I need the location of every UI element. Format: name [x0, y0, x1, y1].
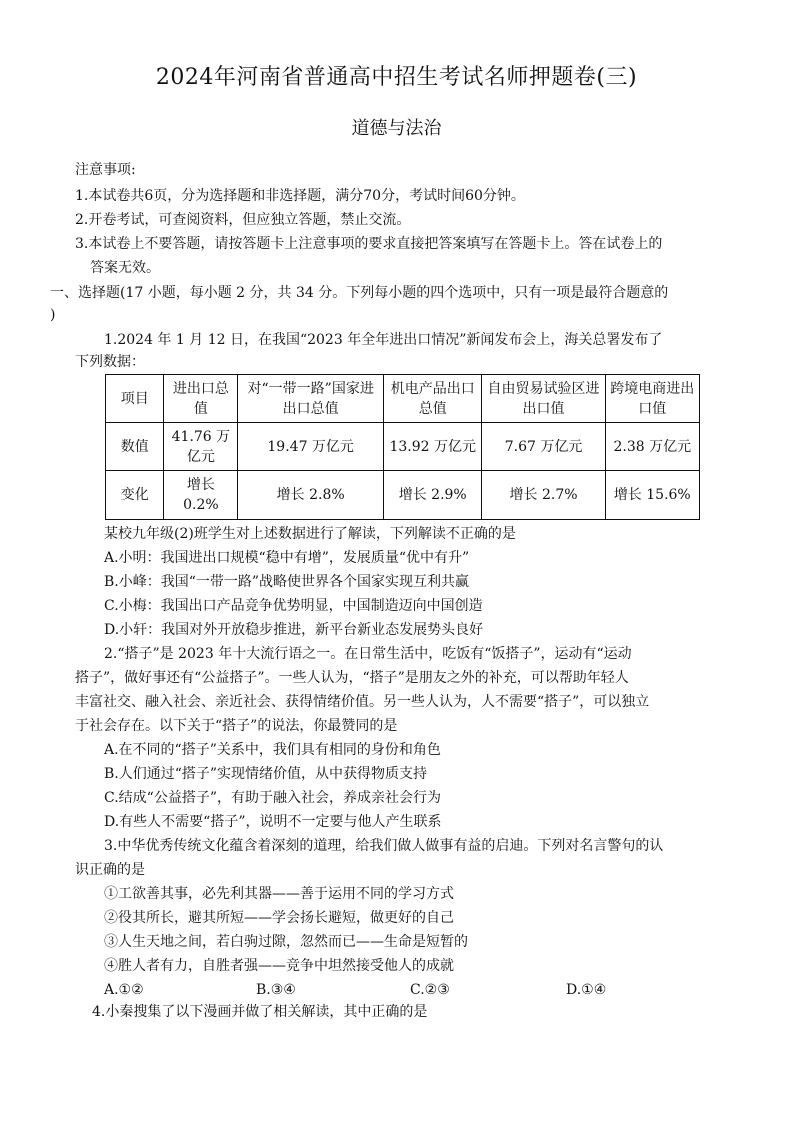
table-cell: 增长 15.6% [605, 471, 699, 520]
question-2-option-c: C.结成“公益搭子”，有助于融入社会，养成亲社会行为 [104, 790, 441, 806]
table-header-cell: 对“一带一路”国家进出口总值 [238, 375, 384, 423]
table-cell: 增长 2.9% [384, 471, 482, 520]
question-3-choice-b: B.③④ [256, 982, 296, 998]
table-cell: 2.38 万亿元 [605, 423, 699, 471]
question-1-stem: 1.2024 年 1 月 12 日，在我国“2023 年全年进出口情况”新闻发布会上，海关总署发布了 [104, 332, 663, 348]
note-item: 答案无效。 [90, 260, 160, 276]
table-cell: 增长 0.2% [164, 471, 238, 520]
question-1-option-a: A.小明：我国进出口规模“稳中有增”，发展质量“优中有升” [104, 550, 470, 566]
question-1-option-b: B.小峰：我国“一带一路”战略使世界各个国家实现互利共赢 [104, 574, 470, 590]
notes-heading: 注意事项: [75, 162, 136, 178]
question-2-option-b: B.人们通过“搭子”实现情绪价值，从中获得物质支持 [104, 766, 428, 782]
table-header-cell: 进出口总值 [164, 375, 238, 423]
question-2-stem: 于社会存在。以下关于“搭子”的说法，你最赞同的是 [75, 718, 398, 734]
table-cell: 41.76 万亿元 [164, 423, 238, 471]
note-item: 3.本试卷上不要答题，请按答题卡上注意事项的要求直接把答案填写在答题卡上。答在试卷上的 [75, 236, 663, 252]
question-2-option-d: D.有些人不需要“搭子”，说明不一定要与他人产生联系 [104, 814, 442, 830]
question-1-option-c: C.小梅：我国出口产品竞争优势明显，中国制造迈向中国创造 [104, 598, 483, 614]
note-item: 2.开卷考试，可查阅资料，但应独立答题，禁止交流。 [75, 212, 411, 228]
question-3-choice-d: D.①④ [566, 982, 607, 998]
question-3-statement: ①工欲善其事，必先利其器——善于运用不同的学习方式 [104, 886, 454, 902]
question-4-stem: 4.小秦搜集了以下漫画并做了相关解读，其中正确的是 [92, 1004, 428, 1020]
question-3-choice-c: C.②③ [410, 982, 450, 998]
table-row [106, 423, 700, 471]
table-cell: 增长 2.8% [238, 471, 384, 520]
subject-title: 道德与法治 [351, 118, 442, 139]
table-row [106, 471, 700, 520]
question-3-stem: 3.中华优秀传统文化蕴含着深刻的道理，给我们做人做事有益的启迪。下列对名言警句的认 [104, 838, 664, 854]
table-header-cell: 跨境电商进出口值 [605, 375, 699, 423]
table-cell: 7.67 万亿元 [482, 423, 605, 471]
table-header-cell: 项目 [106, 375, 164, 423]
question-2-stem: 丰富社交、融入社会、亲近社会、获得情绪价值。另一些人认为，人不需要“搭子”，可以独立 [75, 694, 650, 710]
table-header-cell: 机电产品出口总值 [384, 375, 482, 423]
section-heading-tail: ) [50, 307, 56, 323]
question-3-statement: ④胜人者有力，自胜者强——竞争中坦然接受他人的成就 [104, 958, 454, 974]
question-2-stem: 2.“搭子”是 2023 年十大流行语之一。在日常生活中，吃饭有“饭搭子”，运动有“运动 [104, 646, 632, 662]
question-3-statement: ③人生天地之间，若白驹过隙，忽然而已——生命是短暂的 [104, 934, 468, 950]
table-cell: 增长 2.7% [482, 471, 605, 520]
question-2-stem: 搭子”，做好事还有“公益搭子”。一些人认为，“搭子”是朋友之外的补充，可以帮助年轻人 [75, 670, 629, 686]
question-3-stem: 识正确的是 [75, 862, 145, 878]
table-cell: 19.47 万亿元 [238, 423, 384, 471]
table-header-cell: 自由贸易试验区进出口值 [482, 375, 605, 423]
exam-title: 2024年河南省普通高中招生考试名师押题卷(三) [155, 65, 638, 90]
trade-data-table [105, 374, 700, 520]
table-row-label: 数值 [106, 423, 164, 471]
table-cell: 13.92 万亿元 [384, 423, 482, 471]
question-1-stem: 下列数据： [75, 354, 145, 370]
question-2-option-a: A.在不同的“搭子”关系中，我们具有相同的身份和角色 [104, 742, 441, 758]
question-3-choice-a: A.①② [104, 982, 144, 998]
question-1-prompt: 某校九年级(2)班学生对上述数据进行了解读，下列解读不正确的是 [104, 526, 516, 542]
table-header-row [106, 375, 700, 423]
section-heading: 一、选择题(17 小题，每小题 2 分，共 34 分。下列每小题的四个选项中，只有一项是最符合题意的 [50, 285, 669, 301]
table-row-label: 变化 [106, 471, 164, 520]
question-1-option-d: D.小轩：我国对外开放稳步推进，新平台新业态发展势头良好 [104, 622, 484, 638]
question-3-statement: ②役其所长，避其所短——学会扬长避短，做更好的自己 [104, 910, 454, 926]
note-item: 1.本试卷共6页，分为选择题和非选择题，满分70分，考试时间60分钟。 [75, 188, 525, 204]
